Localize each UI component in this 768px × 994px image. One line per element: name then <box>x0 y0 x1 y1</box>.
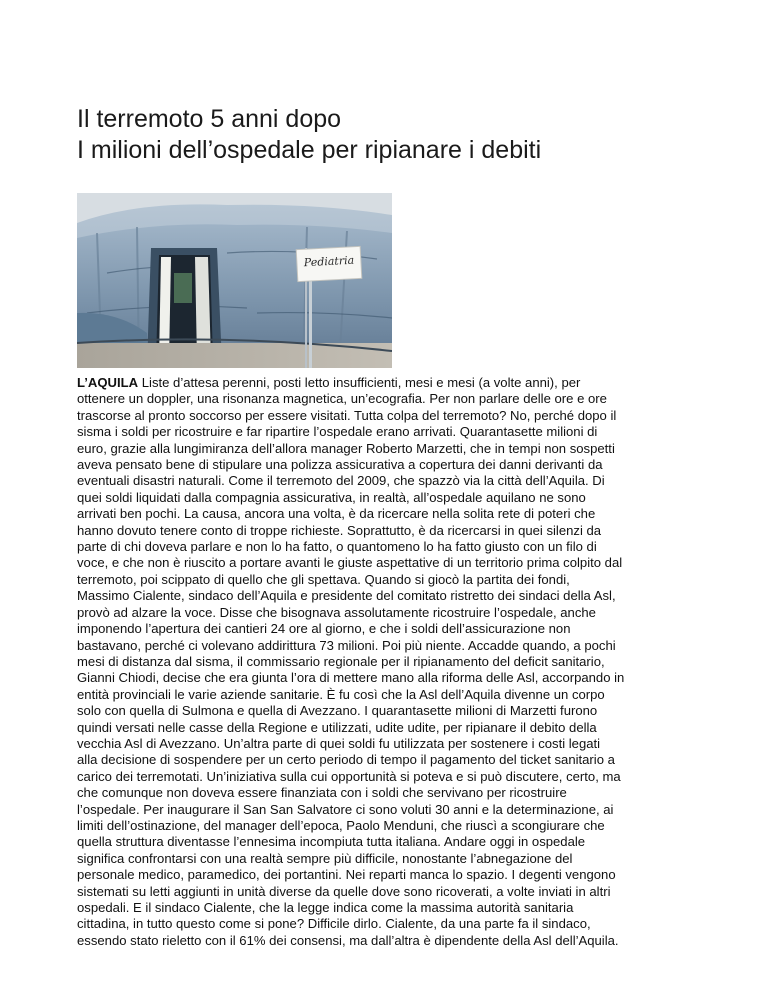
article-line: limiti dell’ostinazione, del manager dell’epoca, Paolo Menduni, che riuscì a scongiurare che <box>77 817 605 833</box>
headline-line-1: Il terremoto 5 anni dopo <box>77 105 342 133</box>
article-line: sistemati su letti aggiunti in unità diverse da quelle dove sono ricoverati, a volte inviati in altri <box>77 883 611 899</box>
article-line: ospedali. E il sindaco Cialente, che la legge indica come la massima autorità sanitaria <box>77 900 574 915</box>
dateline: L’AQUILA <box>77 375 139 390</box>
article-line: l’ospedale. Per inaugurare il San San Salvatore ci sono voluti 30 anni e la determinazione, ai <box>77 801 614 817</box>
article-line: hanno dovuto tenere conto di troppe richieste. Soprattutto, è da ricercarsi in quei silenzi da <box>77 522 602 538</box>
article-line: quindi versati nelle casse della Regione e utilizzati, udite udite, per ripianare il debito della <box>77 719 597 735</box>
article-line: che comunque non doveva essere finanziata con i soldi che servivano per ricostruire <box>77 785 567 801</box>
article-line: L’AQUILA Liste d’attesa perenni, posti letto insufficienti, mesi e mesi (a volte anni), per <box>77 375 581 390</box>
article-line: ottenere un doppler, una risonanza magnetica, un’ecografia. Per non parlare delle ore e ore <box>77 391 607 407</box>
article-line: vecchia Asl di Avezzano. Un’altra parte di quei soldi fu utilizzata per sostenere i costi legati <box>77 735 601 751</box>
tent-sign: Pediatria <box>303 253 355 270</box>
article-line: solo con quella di Sulmona e quella di Avezzano. I quarantasette milioni di Marzetti furono <box>77 703 598 719</box>
article-line: eventuali disastri naturali. Come il terremoto del 2009, che spazzò via la città dell’Aquila. Di <box>77 473 605 489</box>
headline-line-2: I milioni dell’ospedale per ripianare i debiti <box>77 136 542 164</box>
article-line: voce, e che non è riuscito a portare avanti le giuste aspettative di un territorio prima colpito dal <box>77 555 623 571</box>
article-line: provò ad alzare la voce. Disse che bisognava assolutamente ricostruire l’ospedale, anche <box>77 604 596 620</box>
article-line: essendo stato rieletto con il 61% dei consensi, ma dall’altra è dipendente della Asl dell’Aquila. <box>77 932 619 948</box>
article-line: trascorse al pronto soccorso per essere visitati. Tutta colpa del terremoto? No, perché dopo il <box>77 407 617 423</box>
article-line: quei soldi liquidati dalla compagnia assicurativa, in realtà, all’ospedale aquilano ne sono <box>77 489 586 505</box>
article-line: significa confrontarsi con una realtà sempre più difficile, nonostante l’abnegazione del <box>77 850 573 866</box>
tent-photo <box>77 193 392 368</box>
article-line: entità provinciali le varie aziende sanitarie. È fu così che la Asl dell’Aquila divenne un corpo <box>77 686 605 702</box>
article-line: alla decisione di sospendere per un certo periodo di tempo il pagamento del ticket sanitario a <box>77 752 615 768</box>
article-body <box>77 375 727 949</box>
article-line: arrivati ben pochi. La causa, ancora una volta, è da ricercare nella solita rete di poteri che <box>77 506 596 522</box>
article-line: cittadina, in tutto questo come si pone? Difficile dirlo. Cialente, da una parte fa il sindaco, <box>77 916 591 932</box>
article-line: parte di chi doveva parlare e non lo ha fatto, o quantomeno lo ha fatto giusto con un filo di <box>77 539 597 555</box>
article-line: bastavano, perché ci volevano addirittura 73 milioni. Poi più niente. Accadde quando, a pochi <box>77 637 616 653</box>
headline <box>77 104 737 166</box>
article-line: quella struttura diventasse l’ennesima incompiuta tutta italiana. Andare oggi in ospedale <box>77 834 586 850</box>
article-line: sisma i soldi per ricostruire e far ripartire l’ospedale erano arrivati. Quarantasette milioni di <box>77 424 598 440</box>
article-line: personale medico, paramedico, dei portantini. Nei reparti manca lo spazio. I degenti vengono <box>77 867 616 883</box>
article-line: mesi di distanza dal sisma, il commissario regionale per il ripianamento del deficit sanitario, <box>77 653 605 669</box>
article-line: aveva pensato bene di stipulare una polizza assicurativa a copertura dei danni derivanti da <box>77 457 603 473</box>
article-line: euro, grazie alla lungimiranza dell’allora manager Roberto Marzetti, che in tempi non sospetti <box>77 440 615 456</box>
article-line: terremoto, poi scippato di quello che gli spettava. Quando si giocò la partita dei fondi, <box>77 571 570 587</box>
article-line: Gianni Chiodi, decise che era giunta l’ora di mettere mano alla riforma delle Asl, accorpando in <box>77 670 625 686</box>
article-line: imponendo l’apertura dei cantieri 24 ore al giorno, e che i soldi dell’assicurazione non <box>77 621 571 637</box>
article-line: carico dei terremotati. Un’iniziativa sulla cui opportunità si poteva e si può discutere, certo, ma <box>77 768 621 784</box>
article-line: Massimo Cialente, sindaco dell’Aquila e presidente del comitato ristretto dei sindaci della Asl, <box>77 588 616 604</box>
